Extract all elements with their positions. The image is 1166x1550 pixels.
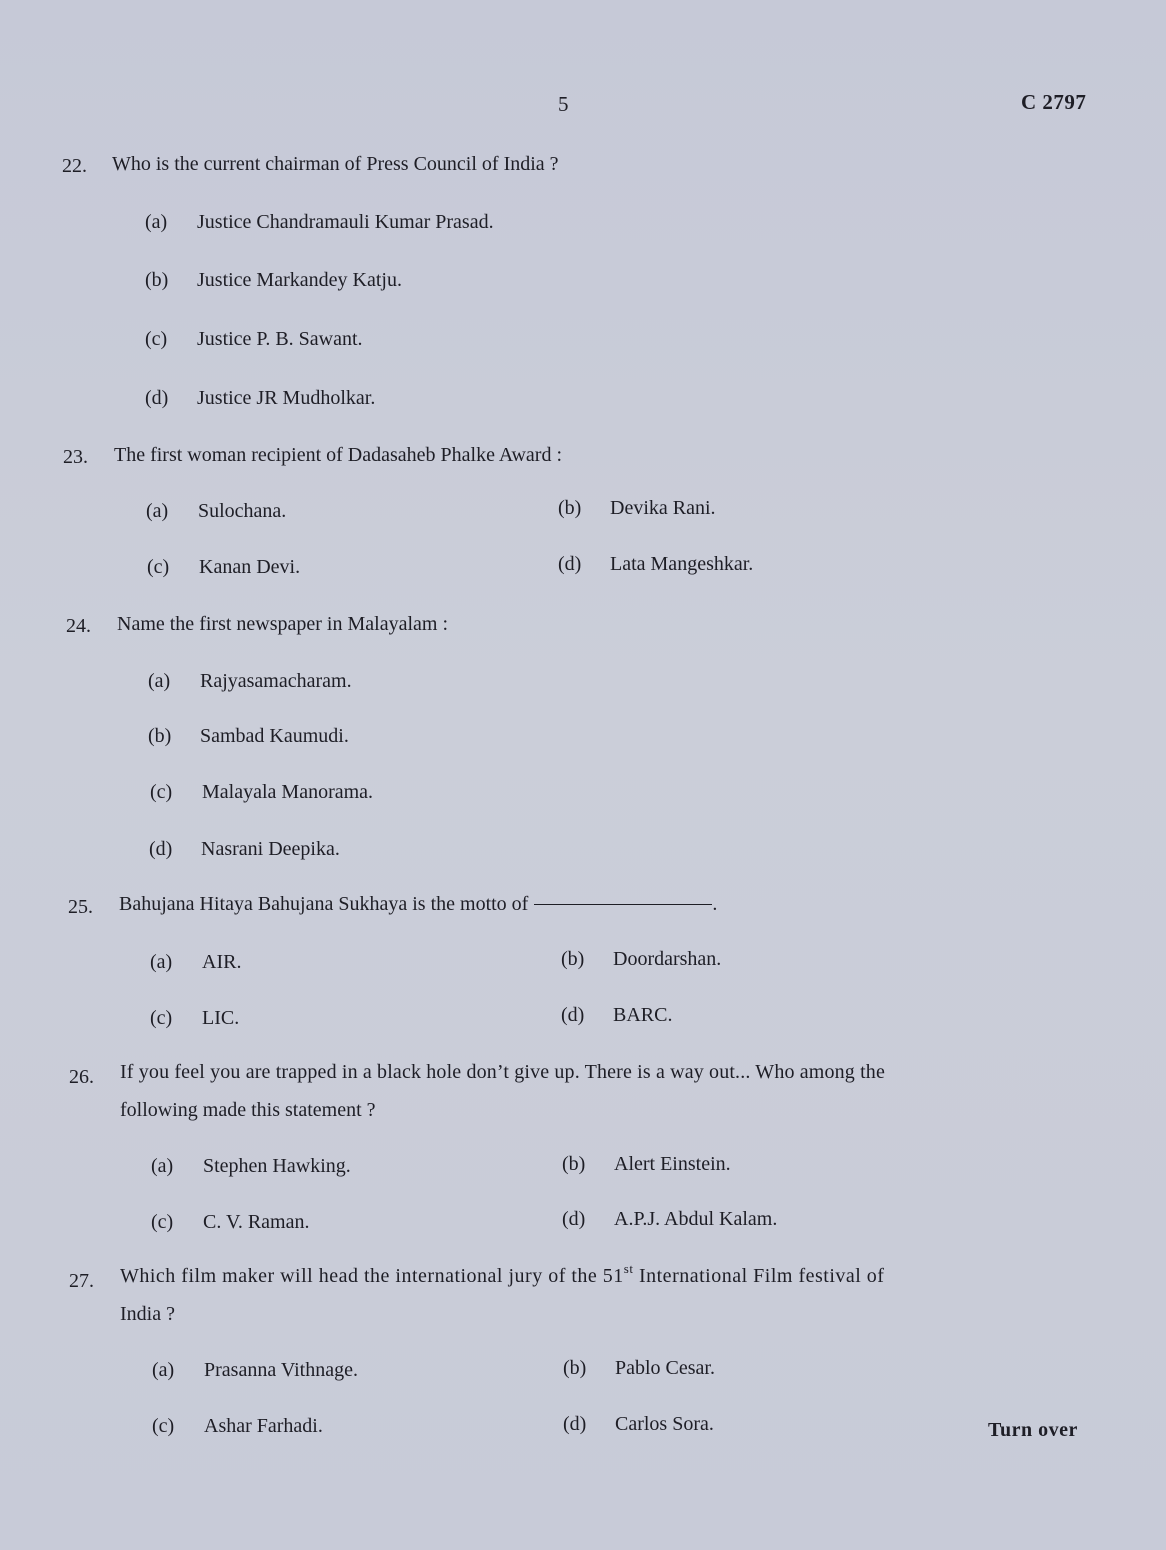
paper-code: C 2797 bbox=[1021, 90, 1087, 114]
question-number: 24. bbox=[66, 615, 91, 637]
option-b bbox=[148, 725, 349, 748]
option-label: (d) bbox=[558, 553, 582, 575]
question-number: 23. bbox=[63, 446, 88, 468]
option-label: (b) bbox=[563, 1357, 587, 1379]
option-label: (d) bbox=[562, 1208, 586, 1230]
option-label: (b) bbox=[145, 269, 169, 291]
option-text: Ashar Farhadi. bbox=[204, 1415, 323, 1437]
option-label: (c) bbox=[145, 328, 168, 350]
option-text: LIC. bbox=[202, 1007, 240, 1029]
option-label: (b) bbox=[148, 725, 172, 747]
option-text: Nasrani Deepika. bbox=[201, 838, 340, 860]
option-a bbox=[152, 1359, 358, 1382]
option-label: (d) bbox=[563, 1413, 587, 1435]
option-label: (c) bbox=[147, 556, 170, 578]
option-text: Sambad Kaumudi. bbox=[200, 725, 349, 747]
option-d bbox=[561, 1004, 672, 1027]
option-label: (d) bbox=[145, 387, 169, 409]
option-text: Justice Markandey Katju. bbox=[197, 269, 402, 291]
question-text-line1: If you feel you are trapped in a black hole don’t give up. There is a way out... Who among the bbox=[120, 1061, 885, 1083]
question-text-line1 bbox=[120, 1258, 884, 1294]
option-label: (d) bbox=[149, 838, 173, 860]
ordinal-suffix: st bbox=[623, 1261, 634, 1276]
option-a bbox=[145, 211, 494, 234]
option-text: Sulochana. bbox=[198, 500, 287, 522]
option-text: AIR. bbox=[202, 951, 242, 973]
option-text: Stephen Hawking. bbox=[203, 1155, 351, 1177]
option-text: Malayala Manorama. bbox=[202, 781, 374, 803]
option-c bbox=[152, 1415, 323, 1438]
option-label: (a) bbox=[148, 670, 171, 692]
option-text: Devika Rani. bbox=[610, 497, 716, 519]
option-text: A.P.J. Abdul Kalam. bbox=[614, 1208, 778, 1230]
option-b bbox=[563, 1357, 715, 1380]
option-d bbox=[149, 838, 340, 861]
option-label: (b) bbox=[562, 1153, 586, 1175]
question-number: 26. bbox=[69, 1066, 94, 1088]
option-label: (c) bbox=[152, 1415, 175, 1437]
fill-in-blank bbox=[534, 904, 712, 905]
option-label: (c) bbox=[151, 1211, 174, 1233]
option-c bbox=[150, 1007, 239, 1030]
question-text bbox=[119, 886, 717, 922]
option-c bbox=[145, 328, 363, 351]
option-label: (a) bbox=[150, 951, 173, 973]
option-text: Prasanna Vithnage. bbox=[204, 1359, 358, 1381]
option-d bbox=[562, 1208, 777, 1231]
option-d bbox=[558, 553, 753, 576]
question-text-line2: India ? bbox=[120, 1303, 175, 1325]
option-text: Pablo Cesar. bbox=[615, 1357, 715, 1379]
option-b bbox=[558, 497, 716, 520]
option-text: Alert Einstein. bbox=[614, 1153, 731, 1175]
option-text: Lata Mangeshkar. bbox=[610, 553, 754, 575]
option-c bbox=[147, 556, 300, 579]
option-c bbox=[150, 781, 373, 804]
option-label: (b) bbox=[558, 497, 582, 519]
turn-over-note: Turn over bbox=[988, 1419, 1078, 1441]
option-d bbox=[563, 1413, 714, 1436]
question-text: Name the first newspaper in Malayalam : bbox=[117, 613, 448, 635]
option-text: BARC. bbox=[613, 1004, 673, 1026]
option-label: (b) bbox=[561, 948, 585, 970]
option-text: Justice Chandramauli Kumar Prasad. bbox=[197, 211, 494, 233]
option-label: (a) bbox=[145, 211, 168, 233]
question-text-part-b: International Film festival of bbox=[633, 1265, 885, 1287]
option-label: (a) bbox=[152, 1359, 175, 1381]
option-b bbox=[145, 269, 402, 292]
option-a bbox=[148, 670, 352, 693]
option-b bbox=[561, 948, 721, 971]
option-text: Carlos Sora. bbox=[615, 1413, 714, 1435]
question-text-end: . bbox=[712, 893, 718, 915]
question-number: 27. bbox=[69, 1270, 94, 1292]
option-c bbox=[151, 1211, 310, 1234]
option-a bbox=[150, 951, 241, 974]
page-number: 5 bbox=[558, 92, 569, 116]
option-label: (a) bbox=[146, 500, 169, 522]
question-text-main: Bahujana Hitaya Bahujana Sukhaya is the motto of bbox=[119, 893, 529, 915]
question-number: 25. bbox=[68, 896, 93, 918]
option-text: Kanan Devi. bbox=[199, 556, 301, 578]
question-text-part-a: Which film maker will head the international jury of the 51 bbox=[120, 1265, 624, 1287]
option-a bbox=[146, 500, 286, 523]
option-text: Justice JR Mudholkar. bbox=[197, 387, 376, 409]
option-text: C. V. Raman. bbox=[203, 1211, 310, 1233]
option-a bbox=[151, 1155, 351, 1178]
question-text: The first woman recipient of Dadasaheb Phalke Award : bbox=[114, 444, 563, 466]
question-text: Who is the current chairman of Press Council of India ? bbox=[112, 153, 559, 175]
option-text: Doordarshan. bbox=[613, 948, 722, 970]
option-d bbox=[145, 387, 375, 410]
question-text-line2: following made this statement ? bbox=[120, 1099, 376, 1121]
option-text: Justice P. B. Sawant. bbox=[197, 328, 363, 350]
option-label: (c) bbox=[150, 781, 173, 803]
option-label: (c) bbox=[150, 1007, 173, 1029]
option-b bbox=[562, 1153, 731, 1176]
option-label: (a) bbox=[151, 1155, 174, 1177]
option-label: (d) bbox=[561, 1004, 585, 1026]
question-number: 22. bbox=[62, 155, 87, 177]
option-text: Rajyasamacharam. bbox=[200, 670, 352, 692]
